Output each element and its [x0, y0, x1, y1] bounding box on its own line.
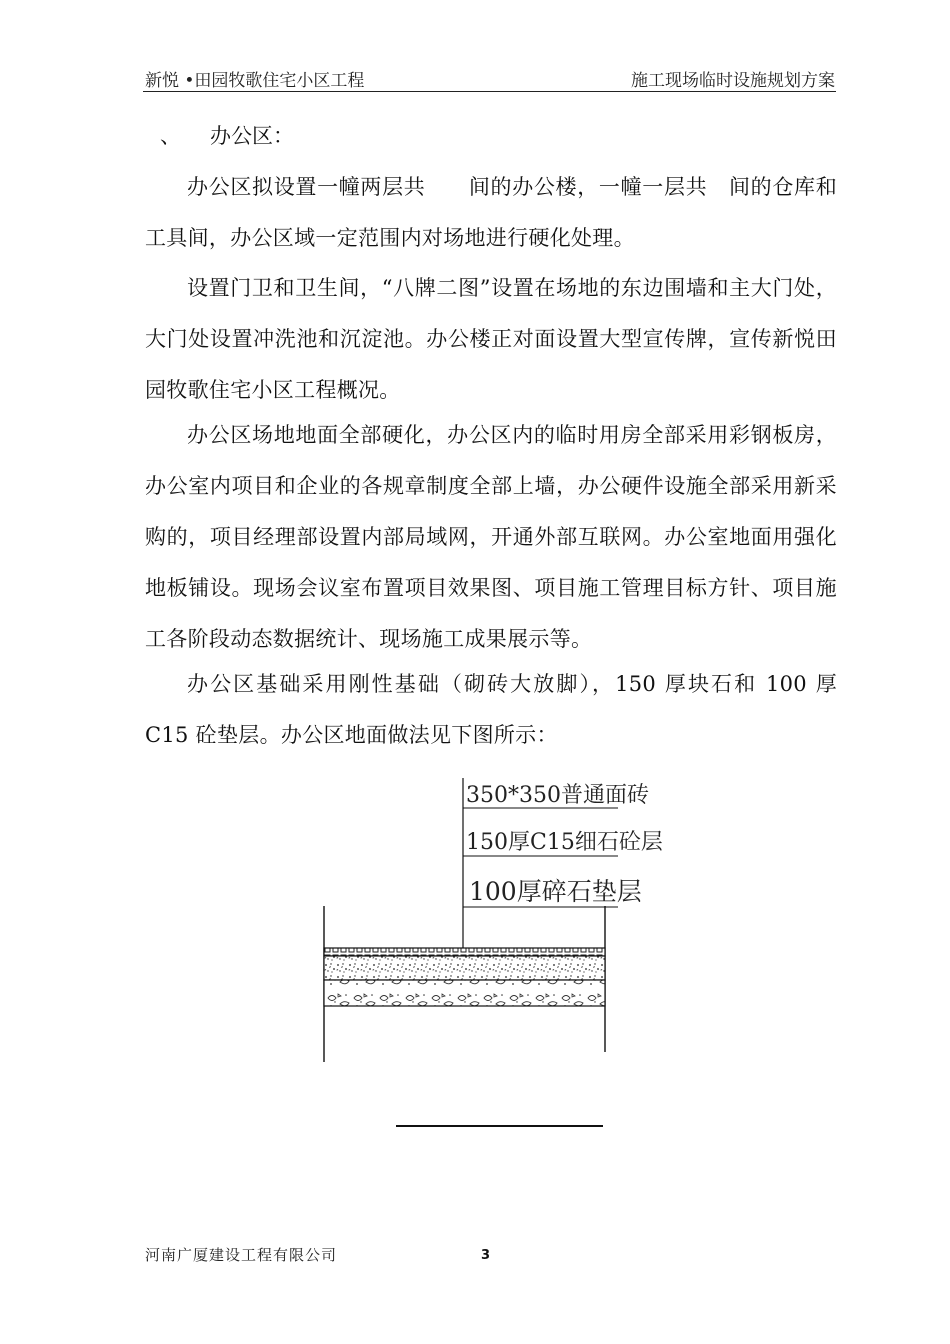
label-face-tile: 350*350普通面砖 [466, 783, 649, 808]
header-project-name: 新悦 •田园牧歌住宅小区工程 [145, 71, 365, 91]
page-number: 3 [481, 1248, 491, 1263]
label-fine-concrete: 150厚C15细石砼层 [466, 830, 663, 855]
paragraph-gate-signage: 设置门卫和卫生间，“八牌二图”设置在场地的东边围墙和主大门处，大门处设置冲洗池和沉淀池。办公楼正对面设置大型宣传牌，宣传新悦田园牧歌住宅小区工程概况。 [145, 276, 837, 402]
paragraph-foundation: 办公区基础采用刚性基础（砌砖大放脚），150 厚块石和 100 厚 C15 砼垫层。办公区地面做法见下图所示： [145, 672, 837, 747]
header-divider [143, 91, 836, 92]
end-rule [396, 1125, 603, 1127]
paragraph-site-hardening: 办公区场地地面全部硬化，办公区内的临时用房全部采用彩钢板房，办公室内项目和企业的各规章制度全部上墙，办公硬件设施全部采用新采购的，项目经理部设置内部局域网，开通外部互联网。办公室地面用强化地板铺设。现场会议室布置项目效果图、项目施工管理目标方针、项目施工各阶段动态数据统计、现场施工成果展示等。 [145, 423, 837, 651]
floor-section-diagram [300, 770, 663, 1070]
section-heading [160, 120, 294, 150]
section-title: 办公区： [210, 124, 294, 148]
footer-company: 河南广厦建设工程有限公司 [145, 1246, 338, 1264]
header-document-title: 施工现场临时设施规划方案 [631, 71, 835, 91]
section-marker: 、 [160, 124, 181, 148]
paragraph-office-building: 办公区拟设置一幢两层共 间的办公楼，一幢一层共 间的仓库和工具间，办公区域一定范围内对场地进行硬化处理。 [145, 175, 837, 250]
label-gravel-cushion: 100厚碎石垫层 [469, 877, 642, 906]
